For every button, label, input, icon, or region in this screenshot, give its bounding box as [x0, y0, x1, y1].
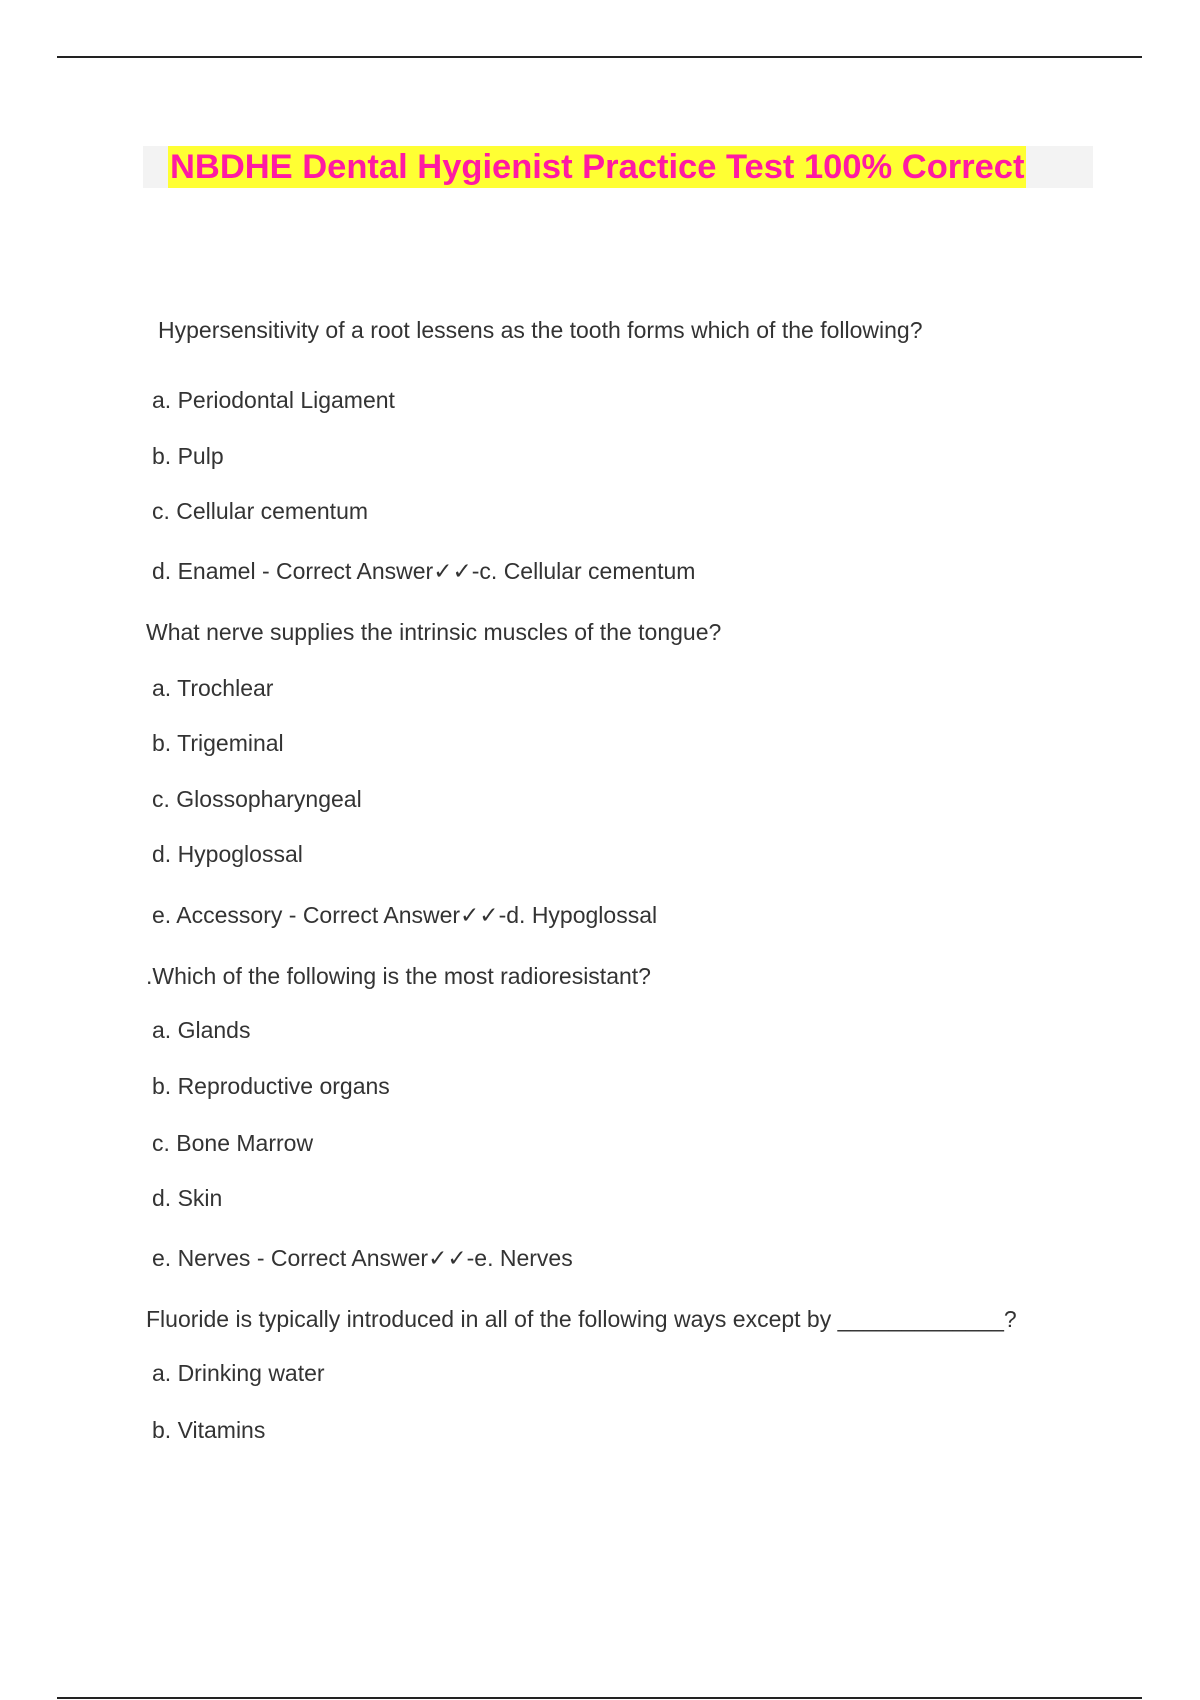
question-text: .Which of the following is the most radioresistant?	[146, 963, 651, 989]
answer-option: b. Trigeminal	[152, 730, 284, 756]
answer-option: c. Glossopharyngeal	[152, 786, 362, 812]
answer-option: d. Hypoglossal	[152, 841, 303, 867]
answer-option: b. Reproductive organs	[152, 1073, 390, 1099]
answer-option: a. Trochlear	[152, 675, 274, 701]
answer-option: d. Skin	[152, 1185, 223, 1211]
question-text: Hypersensitivity of a root lessens as the tooth forms which of the following?	[158, 317, 923, 343]
answer-option: b. Vitamins	[152, 1417, 266, 1443]
question-text: What nerve supplies the intrinsic muscles of the tongue?	[146, 619, 722, 645]
answer-option-with-correct-answer: e. Nerves - Correct Answer✓✓-e. Nerves	[152, 1245, 573, 1271]
answer-option: a. Drinking water	[152, 1360, 325, 1386]
answer-option-with-correct-answer: d. Enamel - Correct Answer✓✓-c. Cellular cementum	[152, 558, 696, 584]
answer-option: b. Pulp	[152, 443, 224, 469]
answer-option: a. Glands	[152, 1017, 251, 1043]
answer-option: c. Bone Marrow	[152, 1130, 314, 1156]
answer-option: c. Cellular cementum	[152, 498, 369, 524]
answer-option: a. Periodontal Ligament	[152, 387, 395, 413]
footer-rule	[57, 1697, 1142, 1699]
answer-option-with-correct-answer: e. Accessory - Correct Answer✓✓-d. Hypoglossal	[152, 902, 658, 928]
page-title: NBDHE Dental Hygienist Practice Test 100% Correct	[170, 148, 1025, 186]
question-text: Fluoride is typically introduced in all of the following ways except by _____________?	[146, 1306, 1017, 1332]
header-rule	[57, 56, 1142, 58]
